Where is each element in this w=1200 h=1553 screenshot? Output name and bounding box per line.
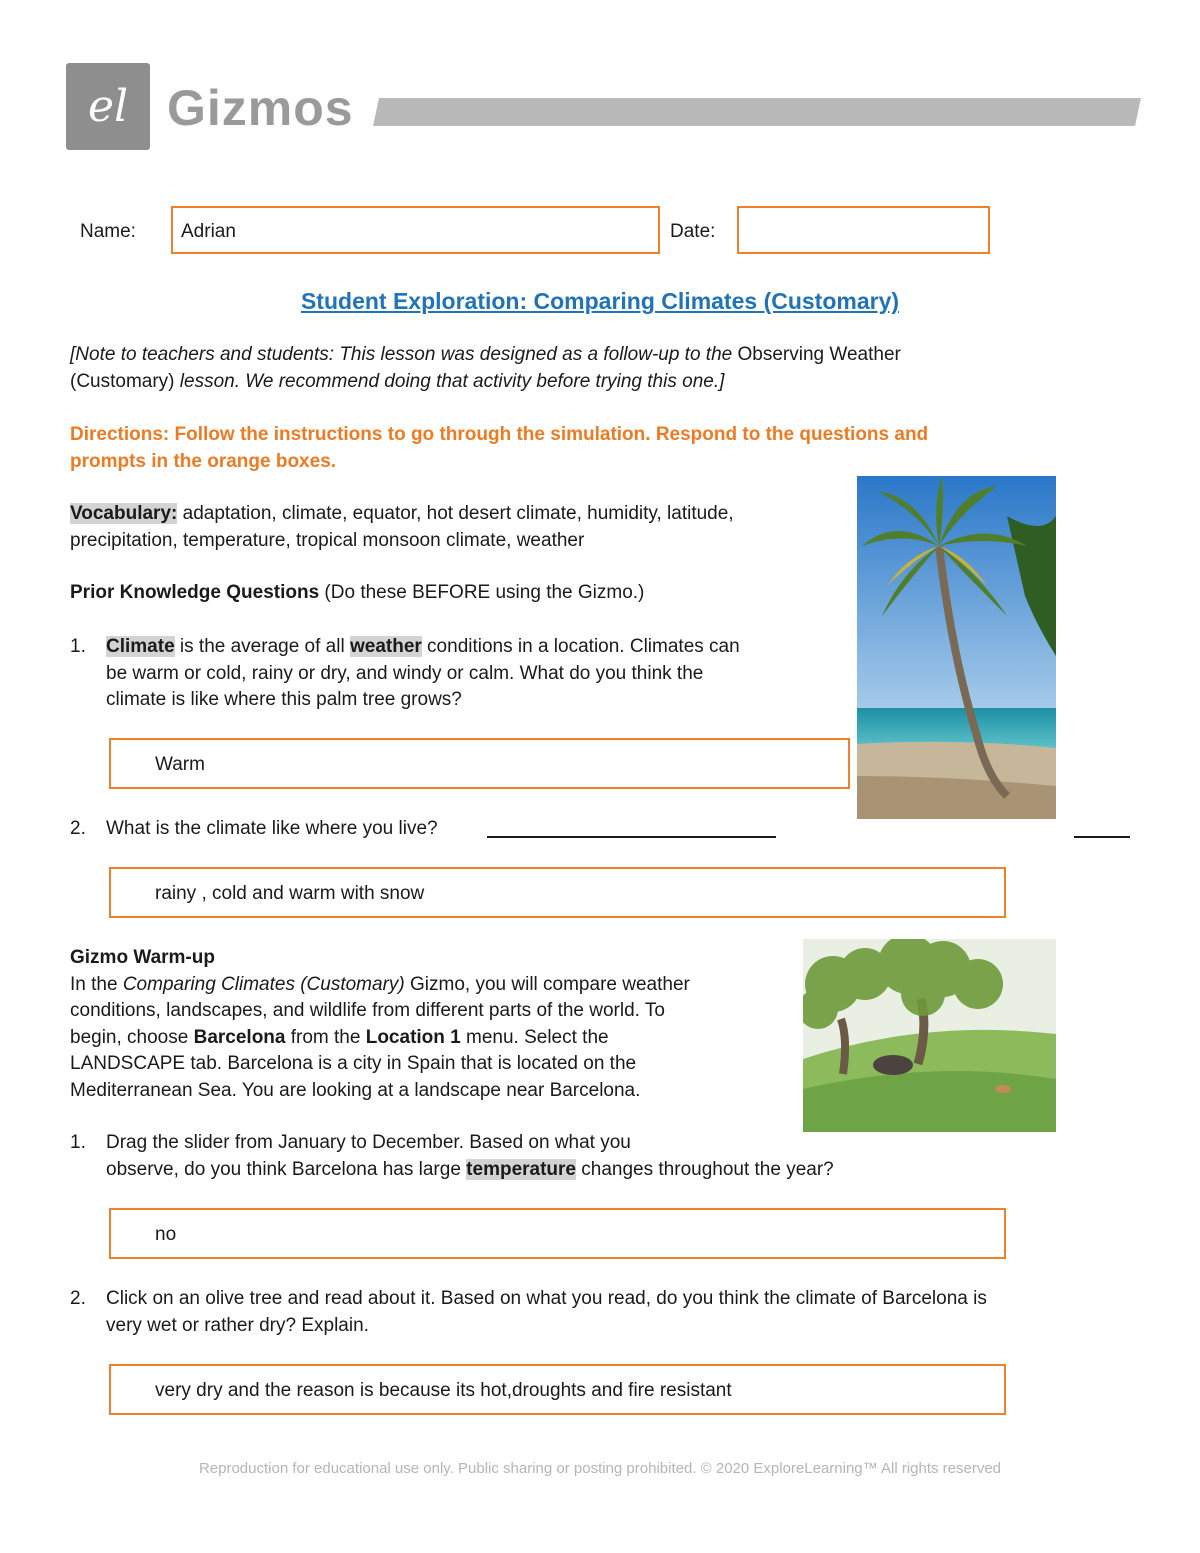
- warmup-heading: Gizmo Warm-up: [70, 947, 215, 968]
- warmup-q1-answer-box[interactable]: [109, 1208, 1006, 1259]
- name-label: Name:: [80, 221, 136, 242]
- warmup-q1-text: Drag the slider from January to December. Based on what you observe, do you think Barcelona has large temperature changes throughout the year?: [106, 1132, 834, 1180]
- prior-q2-blank-line: [487, 836, 776, 838]
- directions: Directions: Follow the instructions to go through the simulation. Respond to the questions and prompts in the orange boxes.: [70, 424, 929, 472]
- vocabulary: Vocabulary: adaptation, climate, equator, hot desert climate, humidity, latitude, precipitation, temperature, tropical monsoon climate, weather: [70, 503, 734, 551]
- prior-q2-blank-line-end: [1074, 836, 1130, 838]
- prior-q1-answer-box[interactable]: [109, 738, 850, 789]
- prior-q1-number: 1.: [70, 636, 86, 657]
- warmup-q2-answer: very dry and the reason is because its hot,droughts and fire resistant: [155, 1380, 732, 1401]
- warmup-q2-number: 2.: [70, 1288, 86, 1309]
- gizmos-logo: el: [66, 63, 150, 150]
- warmup-q2-text: Click on an olive tree and read about it. Based on what you read, do you think the climate of Barcelona is very wet or rather dry? Explain.: [106, 1288, 987, 1336]
- teacher-note: [Note to teachers and students: This lesson was designed as a follow-up to the Observing Weather (Customary) lesson. We recommend doing that activity before trying this one.]: [70, 344, 901, 392]
- page-title: Student Exploration: Comparing Climates (Customary): [300, 288, 900, 314]
- prior-q2-text: What is the climate like where you live?: [106, 818, 438, 839]
- warmup-q1-number: 1.: [70, 1132, 86, 1153]
- prior-q1-answer: Warm: [155, 754, 205, 775]
- prior-q1-text: Climate is the average of all weather conditions in a location. Climates can be warm or cold, rainy or dry, and windy or calm. What do you think the climate is like where this palm tree grows?: [106, 636, 740, 710]
- prior-q2-answer: rainy , cold and warm with snow: [155, 883, 425, 904]
- warmup-intro: Gizmo Warm-up In the Comparing Climates (Customary) Gizmo, you will compare weather conditions, landscapes, and wildlife from different parts of the world. To begin, choose Barcelona from the Location 1 menu. Select the LANDSCAPE tab. Barcelona is a city in Spain that is located on the Mediterranean Sea. You are looking at a landscape near Barcelona.: [70, 947, 690, 1101]
- header-bar: [373, 98, 1141, 126]
- vocabulary-label: Vocabulary:: [70, 503, 178, 524]
- prior-q2-answer-box[interactable]: [109, 867, 1006, 918]
- brand-name: Gizmos: [167, 80, 354, 136]
- prior-q2-number: 2.: [70, 818, 86, 839]
- prior-knowledge-heading: Prior Knowledge Questions (Do these BEFORE using the Gizmo.): [70, 582, 645, 603]
- barcelona-landscape-image: [803, 939, 1056, 1132]
- date-label: Date:: [670, 221, 716, 242]
- footer-copyright: Reproduction for educational use only. Public sharing or posting prohibited. © 2020 ExploreLearning™ All rights reserved: [198, 1460, 1002, 1477]
- warmup-q2-answer-box[interactable]: [109, 1364, 1006, 1415]
- warmup-q1-answer: no: [155, 1224, 177, 1245]
- date-field[interactable]: [737, 206, 990, 254]
- name-field[interactable]: [171, 206, 660, 254]
- name-value: Adrian: [181, 221, 236, 242]
- palm-tree-image: [857, 476, 1056, 819]
